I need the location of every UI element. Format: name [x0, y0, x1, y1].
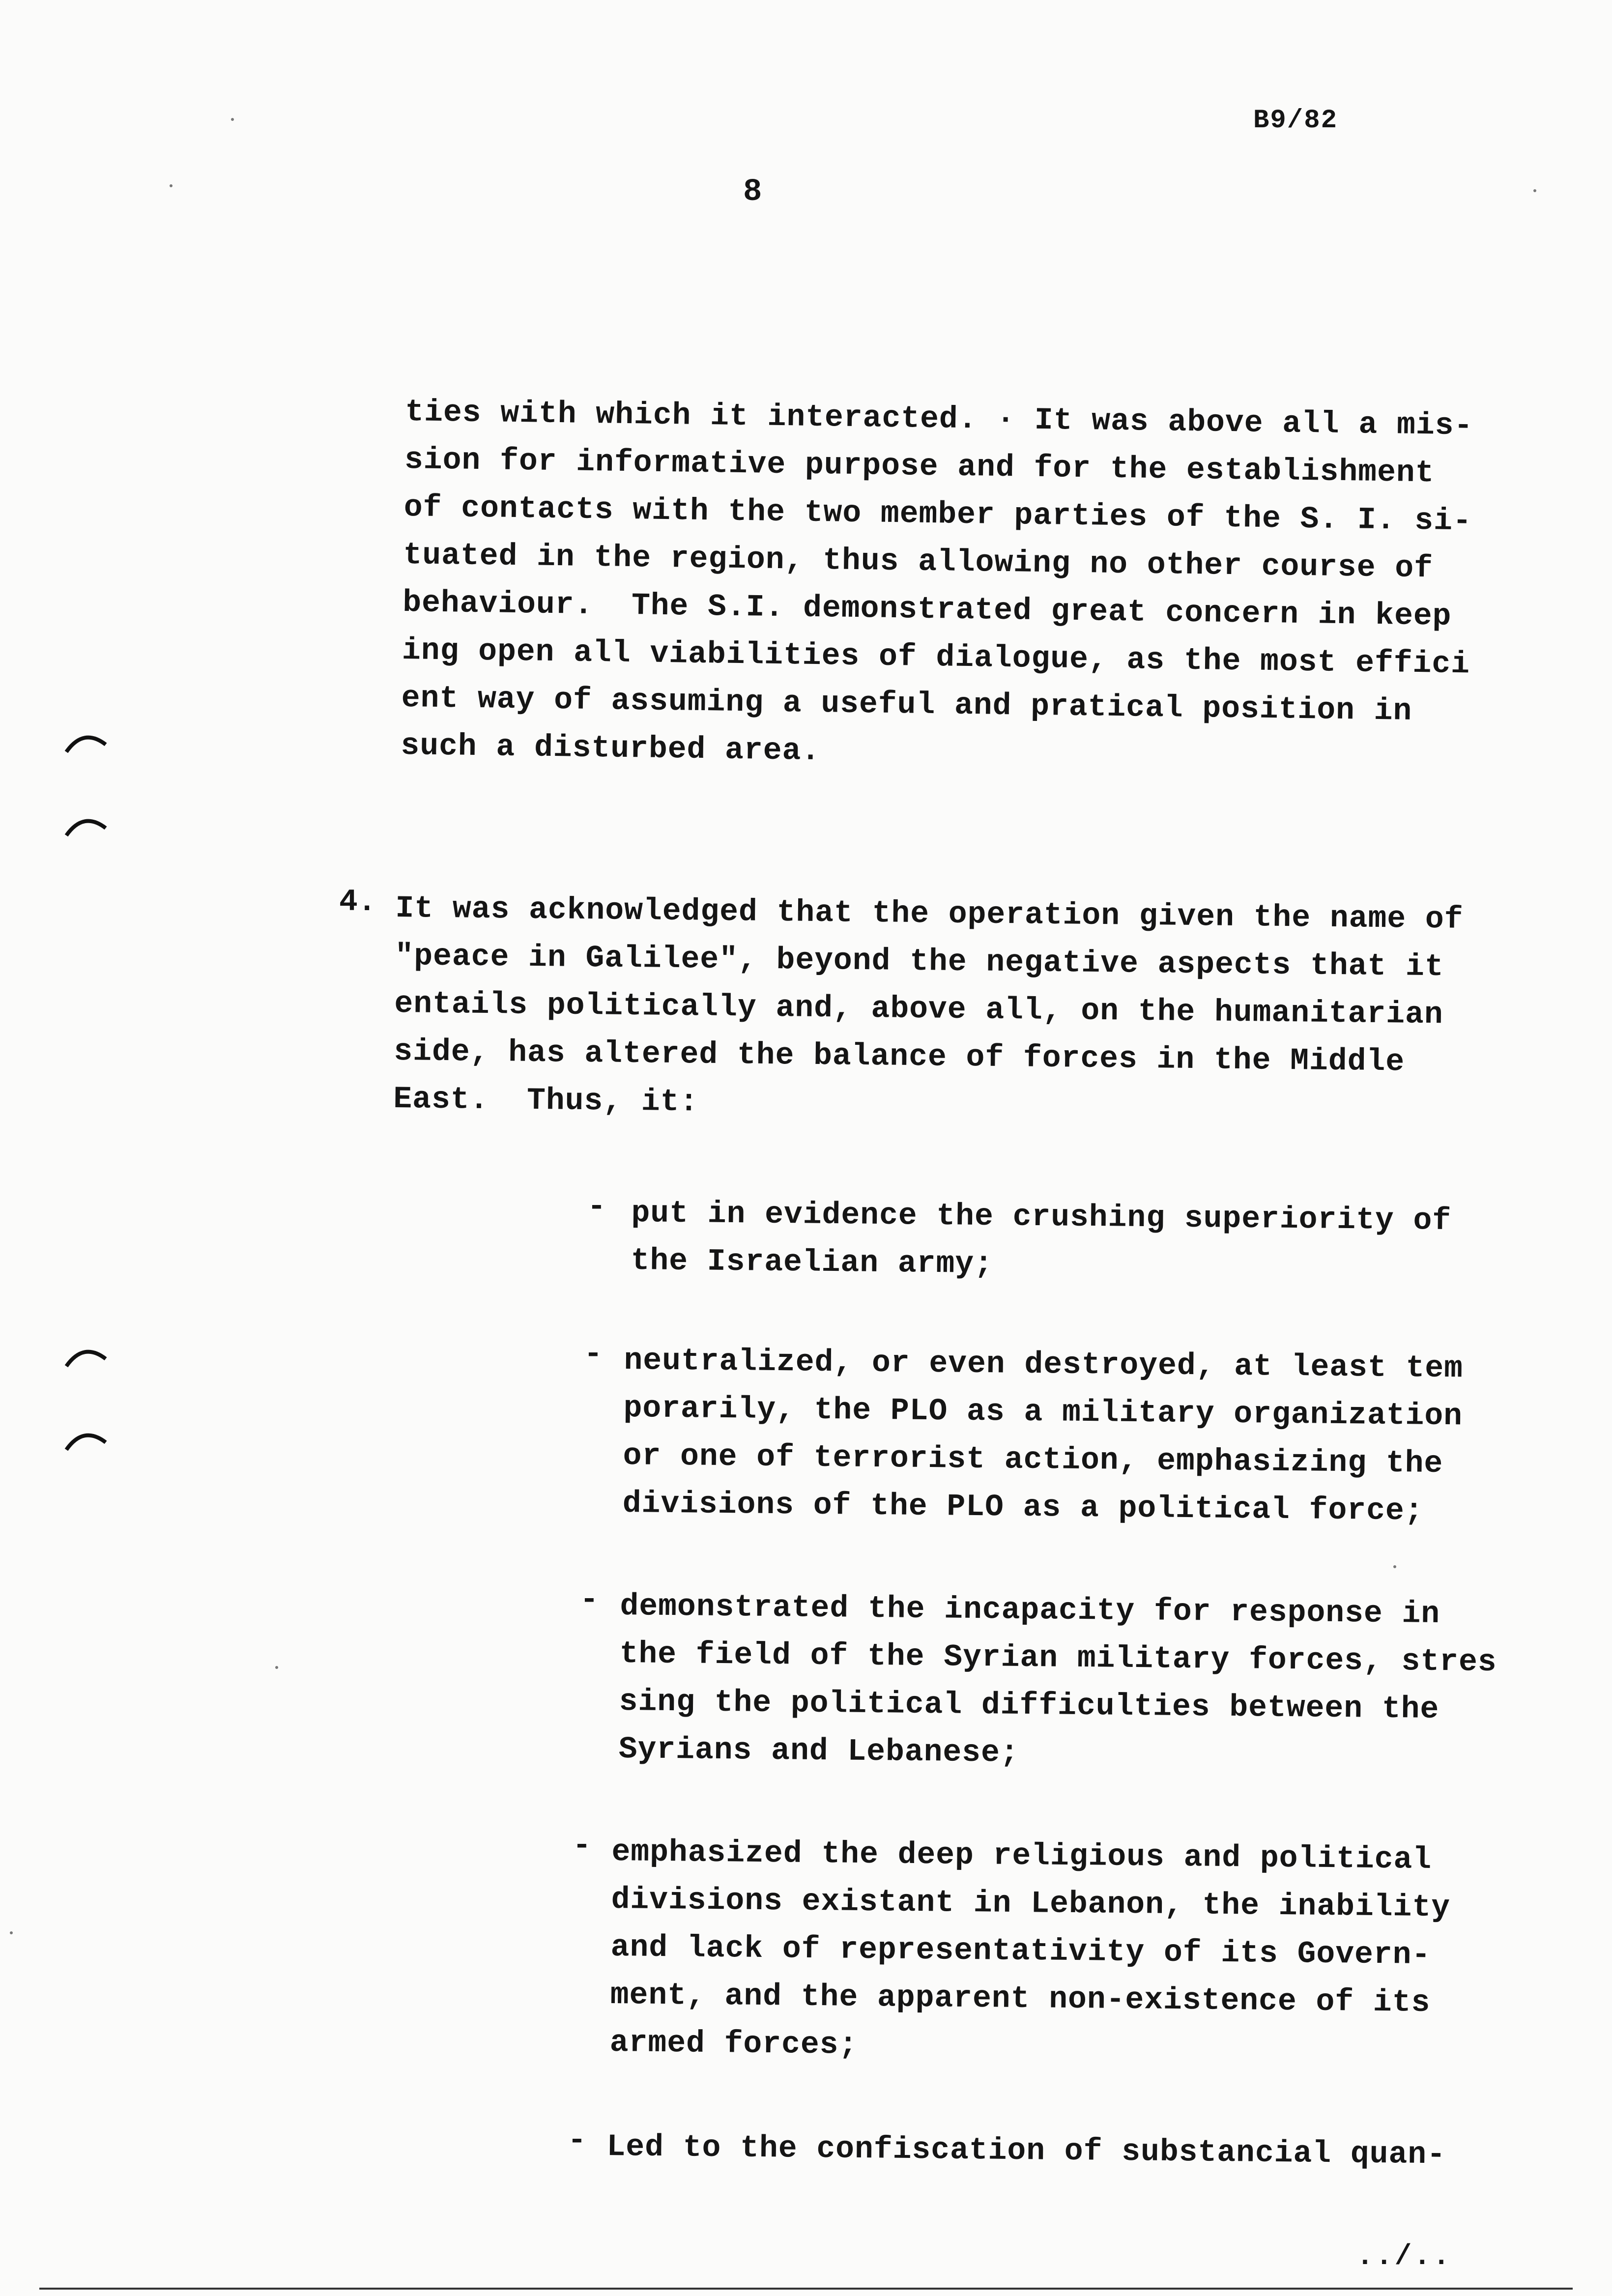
scan-speck	[10, 1931, 13, 1934]
text-line: Led to the confiscation of substancial quan-	[606, 2129, 1446, 2173]
bullet-dash: -	[568, 2123, 586, 2158]
text-line: tuated in the region, thus allowing no other course of	[403, 537, 1434, 586]
text-line: sion for informative purpose and for the establishment	[404, 442, 1435, 491]
text-line: put in evidence the crushing superiority of	[631, 1195, 1452, 1239]
scan-speck	[1533, 189, 1536, 192]
text-line: divisions existant in Lebanon, the inability	[611, 1882, 1451, 1925]
text-line: or one of terrorist action, emphasizing the	[623, 1438, 1443, 1482]
paragraph-number: 4.	[339, 885, 376, 919]
scan-speck	[1393, 1565, 1396, 1568]
text-line: "peace in Galilee", beyond the negative aspects that it	[395, 938, 1444, 985]
text-line: Syrians and Lebanese;	[618, 1731, 1019, 1771]
scan-speck	[275, 1666, 278, 1669]
text-line: East. Thus, it:	[393, 1081, 699, 1120]
text-line: demonstrated the incapacity for response in	[620, 1588, 1440, 1632]
punch-hole-mark	[64, 806, 108, 850]
text-line: ment, and the apparent non-existence of its	[610, 1977, 1431, 2021]
text-line: of contacts with the two member parties of the S. I. si-	[403, 489, 1472, 539]
bullet-dash: -	[573, 1828, 591, 1863]
text-line: side, has altered the balance of forces in the Middle	[394, 1033, 1405, 1080]
scan-speck	[170, 184, 173, 187]
text-line: porarily, the PLO as a military organization	[623, 1390, 1463, 1434]
text-line: and lack of representativity of its Govern-	[610, 1929, 1431, 1973]
bullet-dash: -	[580, 1582, 599, 1617]
paragraph-4	[393, 885, 1464, 1134]
page-bottom-edge	[39, 2288, 1573, 2290]
continuation-mark: ../..	[1356, 2241, 1452, 2273]
punch-hole-mark	[64, 1337, 108, 1381]
text-line: such a disturbed area.	[401, 728, 821, 769]
bullet-item	[618, 1582, 1497, 1781]
text-line: ing open all viabilities of dialogue, as the most effici	[402, 632, 1470, 682]
bullet-item	[606, 2123, 1446, 2179]
punch-hole-mark	[64, 722, 108, 767]
text-line: sing the political difficulties between the	[619, 1684, 1439, 1727]
text-line: armed forces;	[609, 2025, 858, 2063]
page-number: 8	[743, 174, 762, 210]
text-line: the Israelian army;	[631, 1243, 994, 1282]
bullet-item	[631, 1189, 1451, 1292]
text-line: the field of the Syrian military forces, stres	[619, 1636, 1497, 1680]
scan-speck	[231, 118, 234, 121]
punch-hole-mark	[64, 1420, 108, 1464]
bullet-item	[622, 1337, 1463, 1535]
bullet-dash: -	[587, 1189, 606, 1224]
text-line: entails politically and, above all, on the humanitarian	[394, 986, 1444, 1033]
bullet-dash: -	[584, 1337, 603, 1372]
text-line: ent way of assuming a useful and pratical position in	[401, 680, 1412, 729]
text-line: neutralized, or even destroyed, at least tem	[624, 1343, 1464, 1386]
text-line: behaviour. The S.I. demonstrated great concern in keep	[402, 585, 1452, 634]
text-line: emphasized the deep religious and political	[611, 1834, 1432, 1878]
text-line: ties with which it interacted. · It was above all a mis-	[404, 394, 1473, 444]
continued-paragraph	[401, 388, 1473, 783]
bullet-item	[609, 1828, 1451, 2074]
text-line: It was acknowledged that the operation given the name of	[395, 890, 1464, 937]
document-reference: B9/82	[1253, 106, 1338, 136]
text-line: divisions of the PLO as a political force;	[622, 1486, 1424, 1529]
